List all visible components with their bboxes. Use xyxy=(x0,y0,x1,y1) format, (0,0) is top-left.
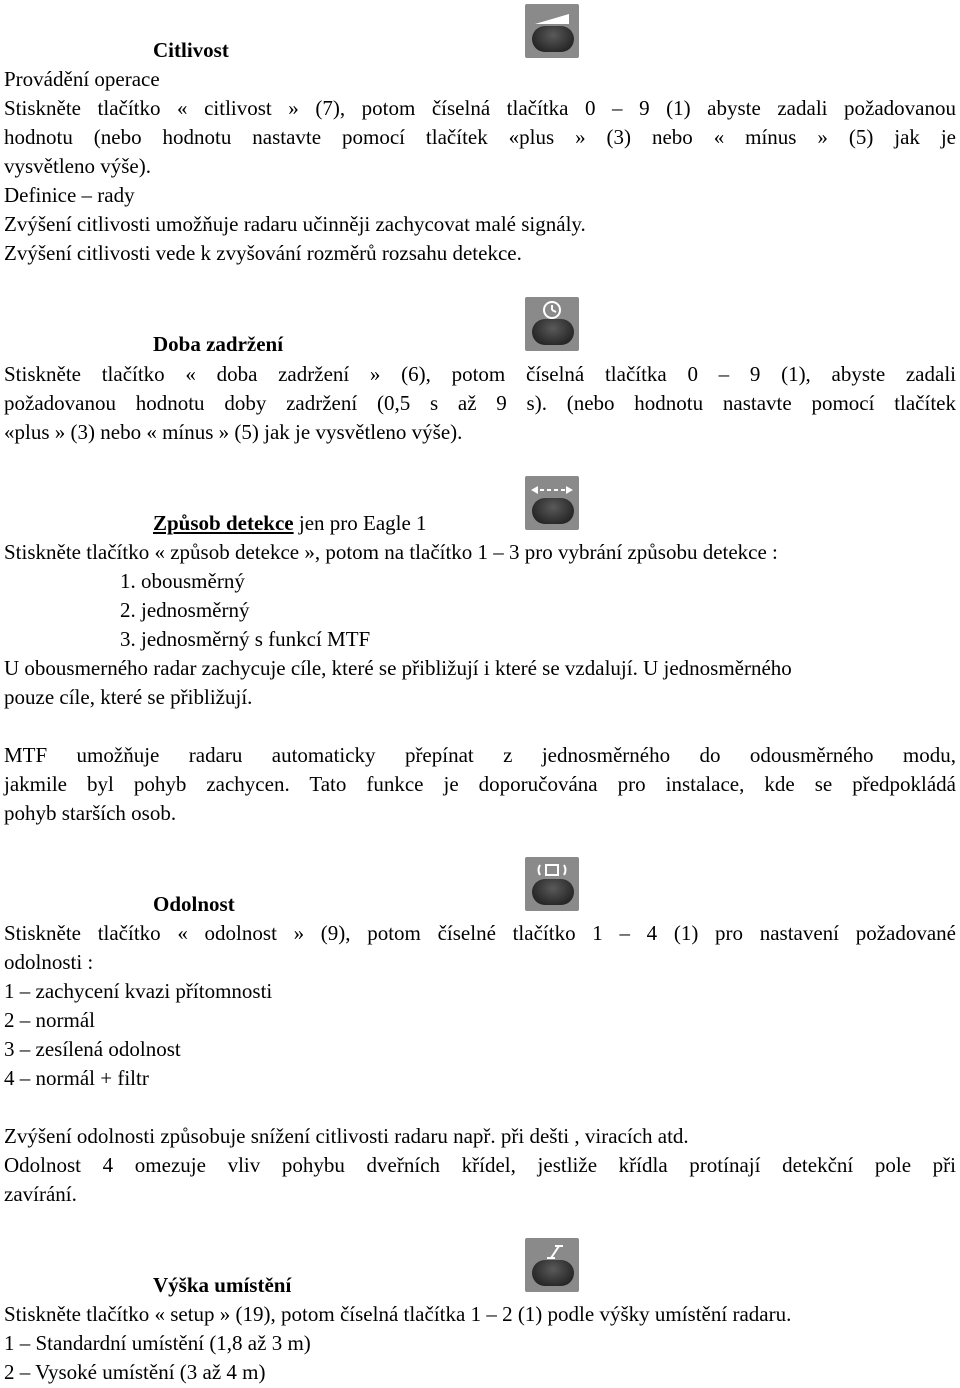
list-item: 1 – Standardní umístění (1,8 až 3 m) xyxy=(4,1331,311,1355)
text-line: Odolnost 4 omezuje vliv pohybu dveřních křídel, jestliže křídla protínají detekční pole při xyxy=(4,1153,956,1177)
text-line: Zvýšení odolnosti způsobuje snížení citlivosti radaru např. při dešti , viracích atd. xyxy=(4,1124,689,1148)
text-line: Stiskněte tlačítko « setup » (19), potom číselná tlačítka 1 – 2 (1) podle výšky umístění radaru. xyxy=(4,1302,792,1326)
text-line: Definice – rady xyxy=(4,183,135,207)
heading-zpusob-detekce xyxy=(153,509,427,538)
text-line: Zvýšení citlivosti vede k zvyšování rozměrů rozsahu detekce. xyxy=(4,241,522,265)
list-item: 2 – Vysoké umístění (3 až 4 m) xyxy=(4,1360,266,1384)
heading-doba-zadrzeni: Doba zadržení xyxy=(153,332,284,356)
text-line: «plus » (3) nebo « mínus » (5) jak je vysvětleno výše). xyxy=(4,420,463,444)
text-line: pouze cíle, které se přibližují. xyxy=(4,685,253,709)
heading-vyska-umisteni: Výška umístění xyxy=(153,1273,292,1297)
text-line: zavírání. xyxy=(4,1182,77,1206)
vibration-icon xyxy=(525,857,579,911)
text-line: hodnotu (nebo hodnotu nastavte pomocí tlačítek «plus » (3) nebo « mínus » (5) jak je xyxy=(4,125,956,149)
text-line: odolnosti : xyxy=(4,950,94,974)
heading-zpusob-detekce-bold: Způsob detekce xyxy=(153,511,294,535)
text-line: pohyb starších osob. xyxy=(4,801,177,825)
list-item: 2 – normál xyxy=(4,1008,95,1032)
list-item: 3 – zesílená odolnost xyxy=(4,1037,181,1061)
direction-arrows-icon xyxy=(525,476,579,530)
text-line: Zvýšení citlivosti umožňuje radaru učinněji zachycovat malé signály. xyxy=(4,212,586,236)
heading-zpusob-detekce-suffix: jen pro Eagle 1 xyxy=(293,511,427,535)
height-setup-icon xyxy=(525,1238,579,1292)
list-item: 3. jednosměrný s funkcí MTF xyxy=(120,627,371,651)
text-line: požadovanou hodnotu doby zadržení (0,5 s až 9 s). (nebo hodnotu nastavte pomocí tlačítek xyxy=(4,391,956,415)
heading-odolnost: Odolnost xyxy=(153,892,235,916)
list-item: 4 – normál + filtr xyxy=(4,1066,149,1090)
text-line: Stiskněte tlačítko « citlivost » (7), potom číselná tlačítka 0 – 9 (1) abyste zadali požadovanou xyxy=(4,96,956,120)
text-line: Stiskněte tlačítko « způsob detekce », potom na tlačítko 1 – 3 pro vybrání způsobu detekce : xyxy=(4,540,778,564)
text-line: U obousmerného radar zachycuje cíle, které se přibližují i které se vzdalují. U jednosměrného xyxy=(4,656,792,680)
text-line: vysvětleno výše). xyxy=(4,154,151,178)
list-item: 2. jednosměrný xyxy=(120,598,250,622)
text-line: Stiskněte tlačítko « doba zadržení » (6), potom číselná tlačítka 0 – 9 (1), abyste zadali xyxy=(4,362,956,386)
text-line: MTF umožňuje radaru automaticky přepínat z jednosměrného do odousměrného modu, xyxy=(4,743,956,767)
list-item: 1 – zachycení kvazi přítomnosti xyxy=(4,979,273,1003)
text-line: jakmile byl pohyb zachycen. Tato funkce je doporučována pro instalace, kde se předpokládá xyxy=(4,772,956,796)
heading-citlivost: Citlivost xyxy=(153,38,229,62)
clock-icon xyxy=(525,297,579,351)
text-line: Provádění operace xyxy=(4,67,160,91)
list-item: 1. obousměrný xyxy=(120,569,245,593)
sensitivity-ramp-icon xyxy=(525,4,579,58)
text-line: Stiskněte tlačítko « odolnost » (9), potom číselné tlačítko 1 – 4 (1) pro nastavení požadované xyxy=(4,921,956,945)
